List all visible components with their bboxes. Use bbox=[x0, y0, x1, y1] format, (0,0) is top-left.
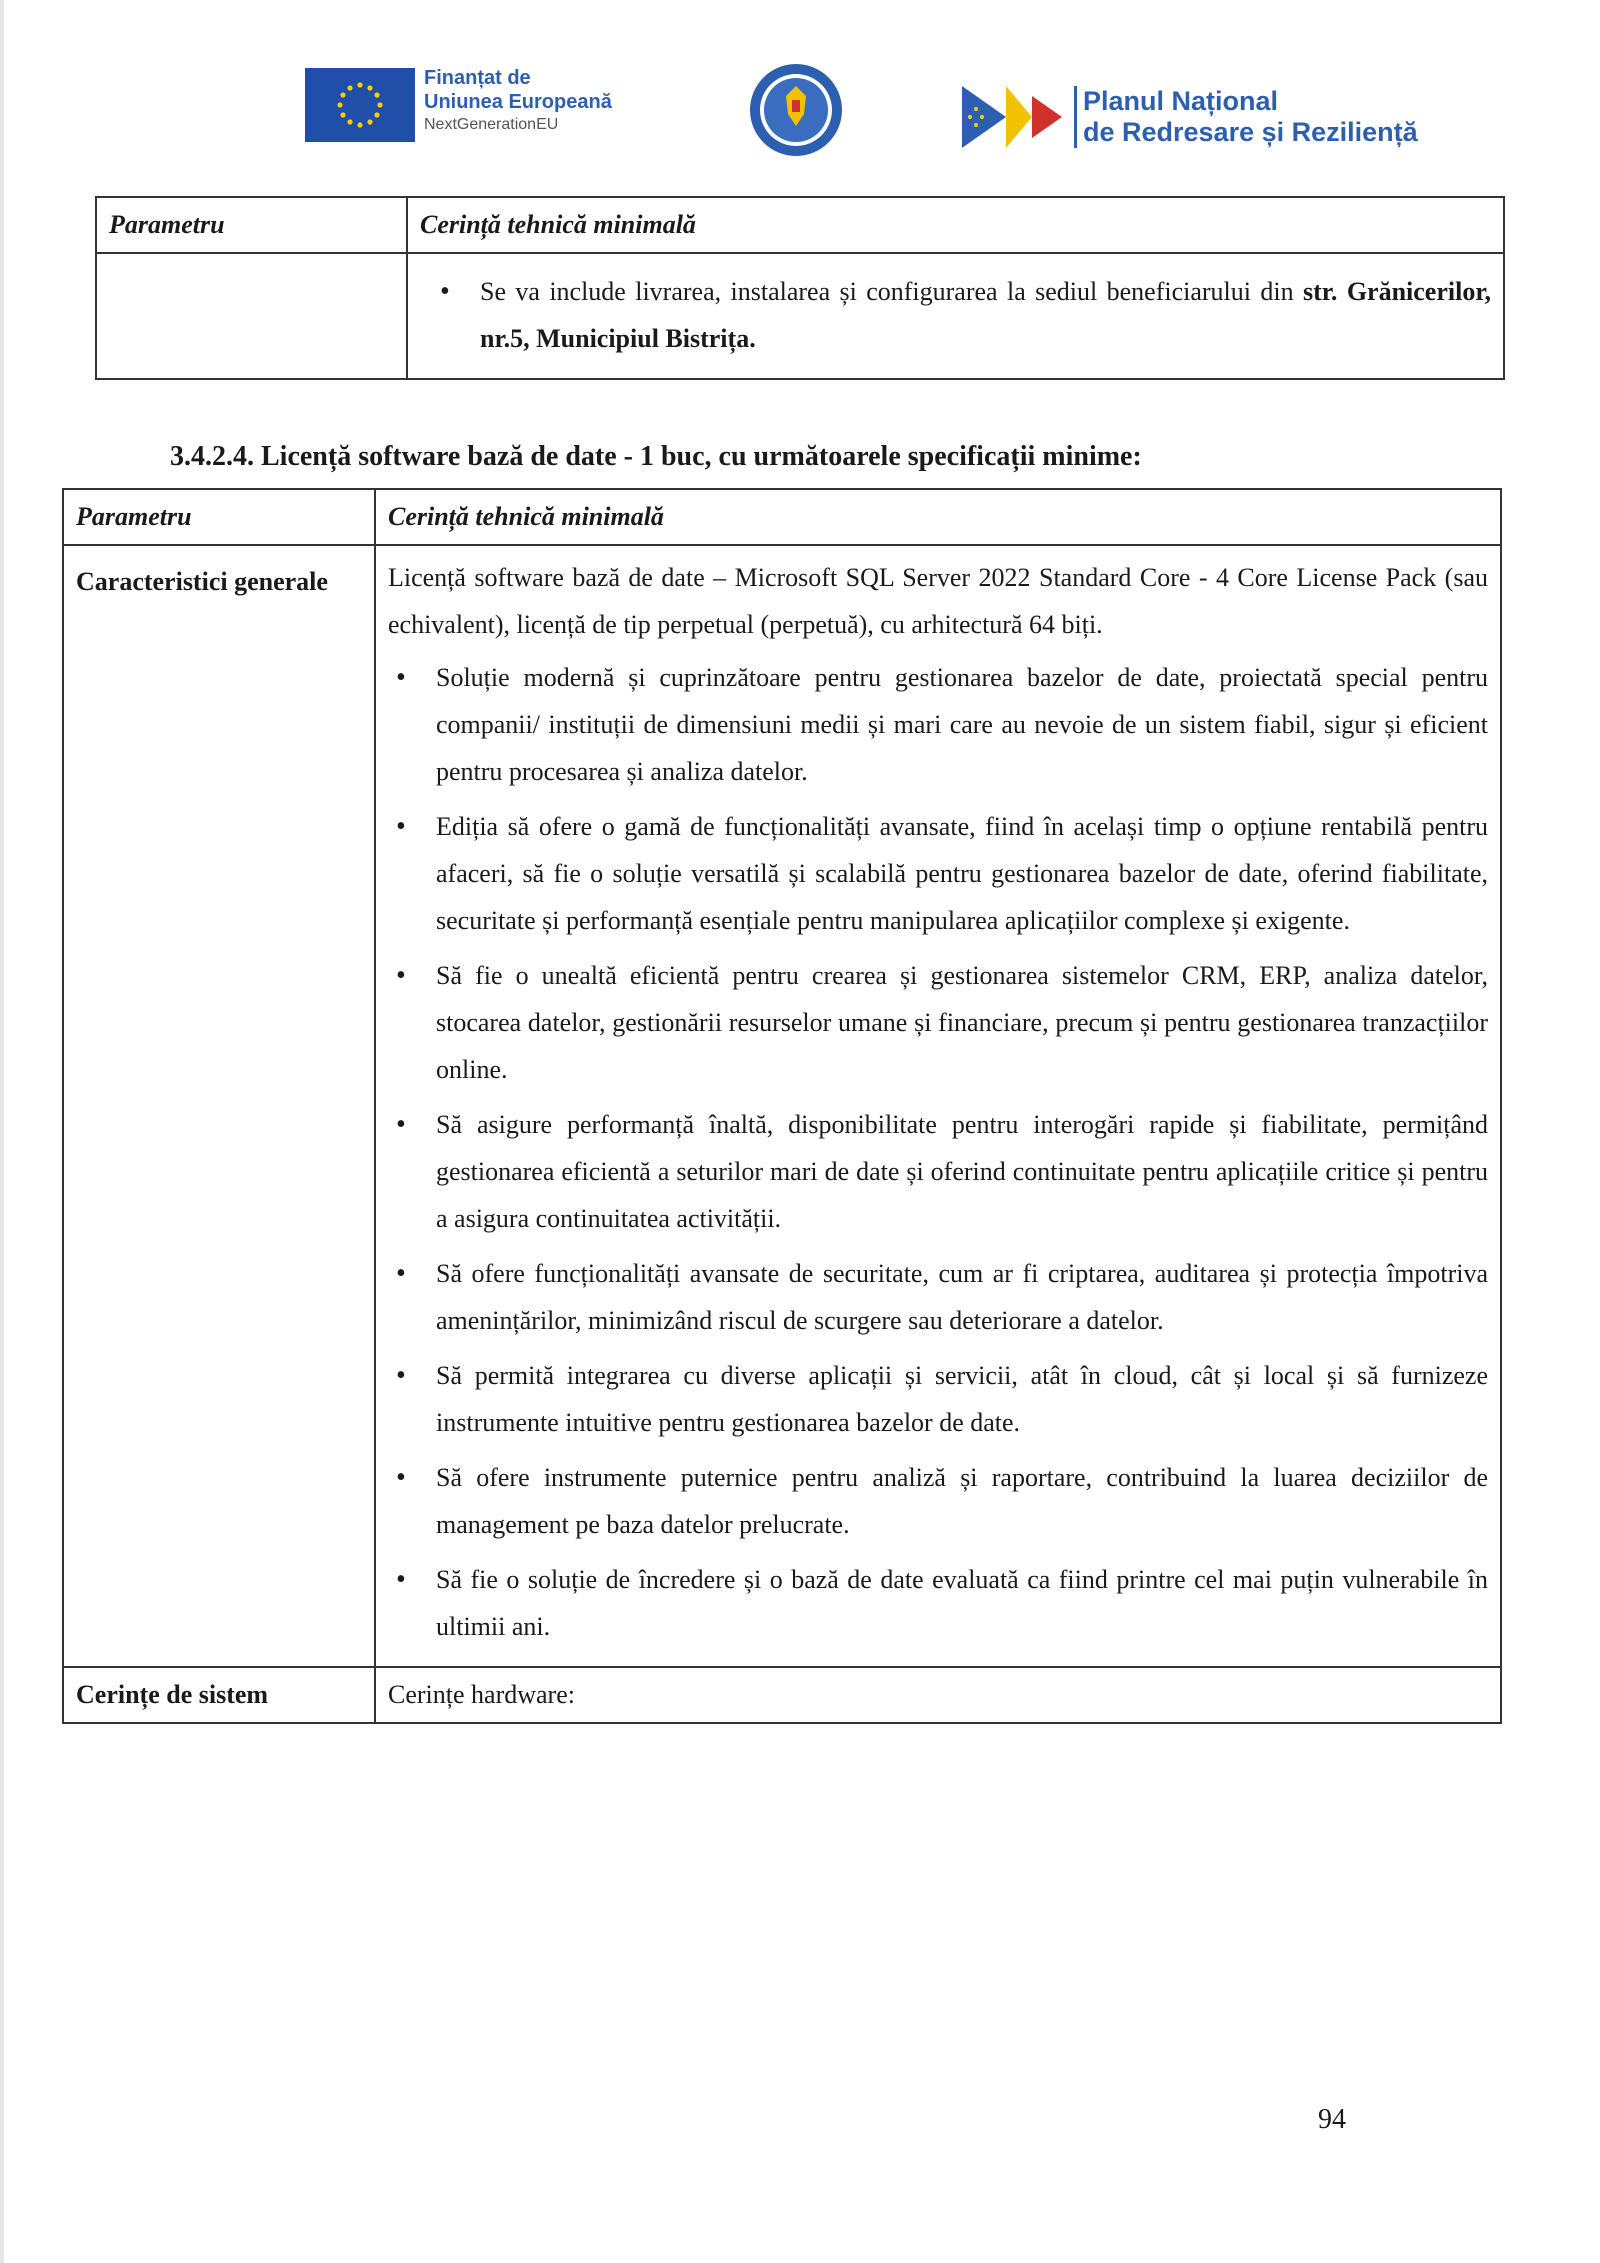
pnrr-line-1: Planul Național bbox=[1083, 86, 1279, 116]
table-row bbox=[96, 253, 1504, 379]
general-characteristics-label: Caracteristici generale bbox=[63, 545, 375, 1667]
header-param-cell: Parametru bbox=[96, 197, 407, 253]
list-item: • Ediția să ofere o gamă de funcționalități avansate, fiind în același timp o opțiune rentabilă pentru afaceri, să fie o soluție versatilă și scalabilă pentru gestionarea bazelor de date, oferind fiabilitate, securitate și performanță esențiale pentru manipularea aplicațiilor complexe și exigente. bbox=[436, 803, 1488, 944]
list-item: • Să asigure performanță înaltă, disponibilitate pentru interogări rapide și fiabilitate, permițând gestionarea eficientă a seturilor mari de date și oferind continuitate pentru aplicațiile critice și pentru a asigura continuitatea activității. bbox=[436, 1101, 1488, 1242]
list-item: • Să fie o unealtă eficientă pentru crearea și gestionarea sistemelor CRM, ERP, analiza datelor, stocarea datelor, gestionării resurselor umane și financiare, precum și pentru gestionarea tranzacțiilor online. bbox=[436, 952, 1488, 1093]
eu-line-2: Uniunea Europeană bbox=[424, 91, 612, 113]
list-item: • Să permită integrarea cu diverse aplicații și servicii, atât în cloud, cât și local și să furnizeze instrumente intuitive pentru gestionarea bazelor de date. bbox=[436, 1352, 1488, 1446]
list-item: • Să ofere funcționalități avansate de securitate, cum ar fi criptarea, auditarea și protecția împotriva amenințărilor, minimizând riscul de scurgere sau deteriorare a datelor. bbox=[436, 1250, 1488, 1344]
list-item: • Să ofere instrumente puternice pentru analiză și raportare, contribuind la luarea deciziilor de management pe baza datelor prelucrate. bbox=[436, 1454, 1488, 1548]
continuation-table bbox=[95, 196, 1505, 380]
system-requirements-label: Cerințe de sistem bbox=[63, 1667, 375, 1723]
list-item bbox=[480, 268, 1491, 362]
header-param-cell: Parametru bbox=[63, 489, 375, 545]
eu-line-1: Finanțat de bbox=[424, 67, 531, 89]
page-number: 94 bbox=[1318, 2104, 1346, 2135]
table-row bbox=[63, 545, 1501, 1667]
pnrr-line-2: de Redresare și Reziliență bbox=[1083, 117, 1418, 147]
header-req-cell: Cerință tehnică minimală bbox=[407, 197, 1504, 253]
system-requirements-cell: Cerințe hardware: bbox=[375, 1667, 1501, 1723]
license-description: Licență software bază de date – Microsoft SQL Server 2022 Standard Core - 4 Core License Pack (sau echivalent), licență de tip perpetual (perpetuă), cu arhitectură 64 biți. bbox=[388, 563, 1488, 639]
pnrr-text bbox=[1074, 86, 1418, 148]
page-header bbox=[0, 60, 1600, 170]
list-item: • Soluție modernă și cuprinzătoare pentru gestionarea bazelor de date, proiectată special pentru companii/ instituții de dimensiuni medii și mari care au nevoie de un sistem fiabil, sigur și eficient pentru procesarea și analiza datelor. bbox=[436, 654, 1488, 795]
eu-funding-text bbox=[424, 66, 612, 136]
empty-param-cell bbox=[96, 253, 407, 379]
romanian-government-seal-icon bbox=[748, 62, 844, 158]
general-characteristics-cell bbox=[375, 545, 1501, 1667]
delivery-address: str. Grănicerilor, nr.5, Municipiul Bistrița. bbox=[480, 277, 1491, 353]
section-title: 3.4.2.4. Licență software bază de date - 1 buc, cu următoarele specificații minime: bbox=[170, 441, 1142, 472]
delivery-text: Se va include livrarea, instalarea și configurarea la sediul beneficiarului din bbox=[480, 277, 1303, 306]
delivery-cell bbox=[407, 253, 1504, 379]
table-header-row bbox=[96, 197, 1504, 253]
eu-flag-icon bbox=[305, 68, 415, 142]
list-item: • Să fie o soluție de încredere și o bază de date evaluată ca fiind printre cel mai puțin vulnerabile în ultimii ani. bbox=[436, 1556, 1488, 1650]
table-header-row bbox=[63, 489, 1501, 545]
specifications-table bbox=[62, 488, 1502, 1724]
eu-line-3: NextGenerationEU bbox=[424, 116, 559, 133]
table-row bbox=[63, 1667, 1501, 1723]
pnrr-logo-icon bbox=[962, 82, 1070, 152]
header-req-cell: Cerință tehnică minimală bbox=[375, 489, 1501, 545]
